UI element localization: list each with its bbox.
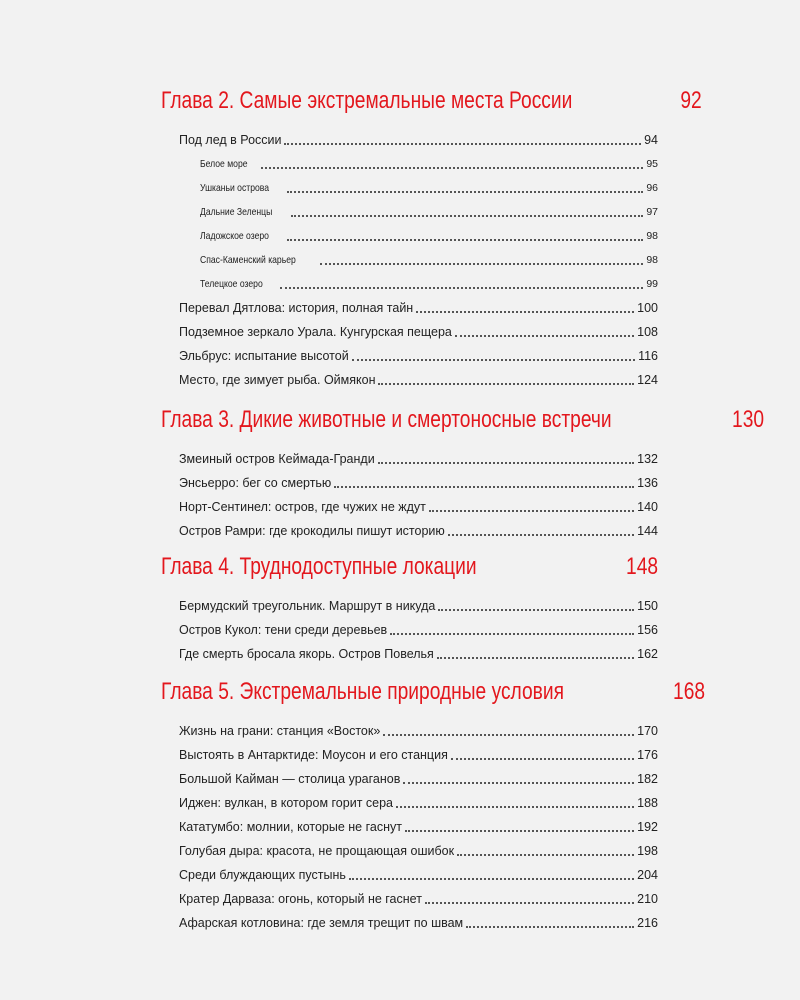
entry-title: Выстоять в Антарктиде: Моусон и его станция <box>179 748 448 762</box>
dot-leader <box>334 486 634 488</box>
toc-entry[interactable] <box>179 447 658 467</box>
dot-leader <box>403 782 634 784</box>
dot-leader <box>457 854 634 856</box>
entry-page-number: 204 <box>637 868 658 882</box>
toc-entry[interactable] <box>179 471 658 491</box>
dot-leader <box>349 878 634 880</box>
entry-title: Кататумбо: молнии, которые не гаснут <box>179 820 402 834</box>
entry-title: Норт-Сентинел: остров, где чужих не ждут <box>179 500 426 514</box>
chapter-page-number: 148 <box>625 553 658 580</box>
toc-entry[interactable] <box>179 320 658 340</box>
dot-leader <box>378 462 634 464</box>
dot-leader <box>448 534 634 536</box>
entry-page-number: 116 <box>638 349 658 363</box>
dot-leader <box>425 902 634 904</box>
toc-entry[interactable] <box>179 128 658 148</box>
entry-title: Змеиный остров Кеймада-Гранди <box>179 452 375 466</box>
toc-subentry[interactable] <box>200 176 658 196</box>
entry-page-number: 100 <box>637 301 658 315</box>
entry-title: Иджен: вулкан, в котором горит сера <box>179 796 394 810</box>
entry-title: Остров Рамри: где крокодилы пишут историю <box>179 524 445 538</box>
dot-leader <box>383 734 634 736</box>
dot-leader <box>429 510 634 512</box>
dot-leader <box>280 287 644 289</box>
dot-leader <box>261 167 643 169</box>
entry-title: Энсьерро: бег со смертью <box>179 476 332 490</box>
chapter-page-number: 130 <box>732 406 765 433</box>
dot-leader <box>396 806 634 808</box>
entry-page-number: 96 <box>646 182 658 194</box>
toc-entry[interactable] <box>179 368 658 388</box>
entry-page-number: 198 <box>637 844 658 858</box>
toc-entry[interactable] <box>179 887 658 907</box>
toc-entry[interactable] <box>179 618 658 638</box>
toc-entry[interactable] <box>179 642 658 662</box>
entry-page-number: 144 <box>637 524 658 538</box>
entry-title: Белое море <box>200 158 248 170</box>
entry-title: Среди блуждающих пустынь <box>179 868 346 882</box>
entry-title: Перевал Дятлова: история, полная тайн <box>179 301 414 315</box>
toc-entry[interactable] <box>179 296 658 316</box>
chapter-heading[interactable] <box>161 677 705 707</box>
entry-page-number: 124 <box>637 373 658 387</box>
chapter-heading[interactable] <box>161 405 765 435</box>
dot-leader <box>451 758 634 760</box>
entry-page-number: 98 <box>646 230 658 242</box>
chapter-title: Глава 2. Самые экстремальные места России <box>161 87 573 114</box>
entry-page-number: 98 <box>646 254 658 266</box>
toc-entry[interactable] <box>179 344 658 364</box>
chapter-heading[interactable] <box>161 552 658 582</box>
dot-leader <box>466 926 634 928</box>
entry-title: Голубая дыра: красота, не прощающая ошибок <box>179 844 455 858</box>
entry-page-number: 108 <box>637 325 658 339</box>
dot-leader <box>437 657 634 659</box>
entry-page-number: 97 <box>646 206 658 218</box>
entry-title: Где смерть бросала якорь. Остров Повелья <box>179 647 434 661</box>
entry-page-number: 136 <box>637 476 658 490</box>
entry-page-number: 192 <box>637 820 658 834</box>
entry-page-number: 94 <box>644 133 658 147</box>
toc-entry[interactable] <box>179 911 658 931</box>
chapter-title: Глава 4. Труднодоступные локации <box>161 553 477 580</box>
dot-leader <box>405 830 634 832</box>
entry-title: Большой Кайман — столица ураганов <box>179 772 401 786</box>
dot-leader <box>320 263 644 265</box>
dot-leader <box>291 215 643 217</box>
toc-entry[interactable] <box>179 815 658 835</box>
entry-title: Дальние Зеленцы <box>200 206 273 218</box>
dot-leader <box>352 359 635 361</box>
dot-leader <box>455 335 634 337</box>
toc-entry[interactable] <box>179 743 658 763</box>
toc-entry[interactable] <box>179 519 658 539</box>
toc-subentry[interactable] <box>200 272 658 292</box>
entry-page-number: 216 <box>637 916 658 930</box>
entry-page-number: 150 <box>637 599 658 613</box>
entry-title: Под лед в России <box>179 133 282 147</box>
entry-title: Место, где зимует рыба. Оймякон <box>179 373 376 387</box>
entry-title: Жизнь на грани: станция «Восток» <box>179 724 381 738</box>
dot-leader <box>390 633 634 635</box>
entry-title: Телецкое озеро <box>200 278 263 290</box>
toc-subentry[interactable] <box>200 200 658 220</box>
toc-subentry[interactable] <box>200 152 658 172</box>
entry-title: Эльбрус: испытание высотой <box>179 349 349 363</box>
toc-entry[interactable] <box>179 863 658 883</box>
entry-page-number: 182 <box>637 772 658 786</box>
dot-leader <box>287 239 643 241</box>
chapter-title: Глава 5. Экстремальные природные условия <box>161 678 564 705</box>
toc-entry[interactable] <box>179 791 658 811</box>
entry-page-number: 170 <box>637 724 658 738</box>
entry-page-number: 188 <box>637 796 658 810</box>
entry-title: Подземное зеркало Урала. Кунгурская пещера <box>179 325 452 339</box>
entry-title: Спас-Каменский карьер <box>200 254 296 266</box>
dot-leader <box>438 609 634 611</box>
entry-title: Кратер Дарваза: огонь, который не гаснет <box>179 892 422 906</box>
toc-entry[interactable] <box>179 594 658 614</box>
dot-leader <box>378 383 634 385</box>
dot-leader <box>284 143 641 145</box>
dot-leader <box>416 311 634 313</box>
chapter-page-number: 168 <box>672 678 705 705</box>
entry-page-number: 162 <box>637 647 658 661</box>
dot-leader <box>287 191 643 193</box>
toc-subentry[interactable] <box>200 248 658 268</box>
entry-title: Бермудский треугольник. Маршрут в никуда <box>179 599 436 613</box>
entry-title: Остров Кукол: тени среди деревьев <box>179 623 388 637</box>
toc-subentry[interactable] <box>200 224 658 244</box>
entry-page-number: 210 <box>637 892 658 906</box>
toc-entry[interactable] <box>179 719 658 739</box>
toc-entry[interactable] <box>179 767 658 787</box>
entry-page-number: 176 <box>637 748 658 762</box>
entry-title: Ушканьи острова <box>200 182 270 194</box>
entry-page-number: 156 <box>637 623 658 637</box>
chapter-title: Глава 3. Дикие животные и смертоносные встречи <box>161 406 612 433</box>
toc-entry[interactable] <box>179 495 658 515</box>
entry-page-number: 132 <box>637 452 658 466</box>
entry-page-number: 99 <box>646 278 658 290</box>
toc-entry[interactable] <box>179 839 658 859</box>
entry-page-number: 95 <box>646 158 658 170</box>
entry-title: Афарская котловина: где земля трещит по швам <box>179 916 464 930</box>
chapter-page-number: 92 <box>680 87 702 114</box>
entry-title: Ладожское озеро <box>200 230 269 242</box>
chapter-heading[interactable] <box>161 86 702 116</box>
entry-page-number: 140 <box>637 500 658 514</box>
